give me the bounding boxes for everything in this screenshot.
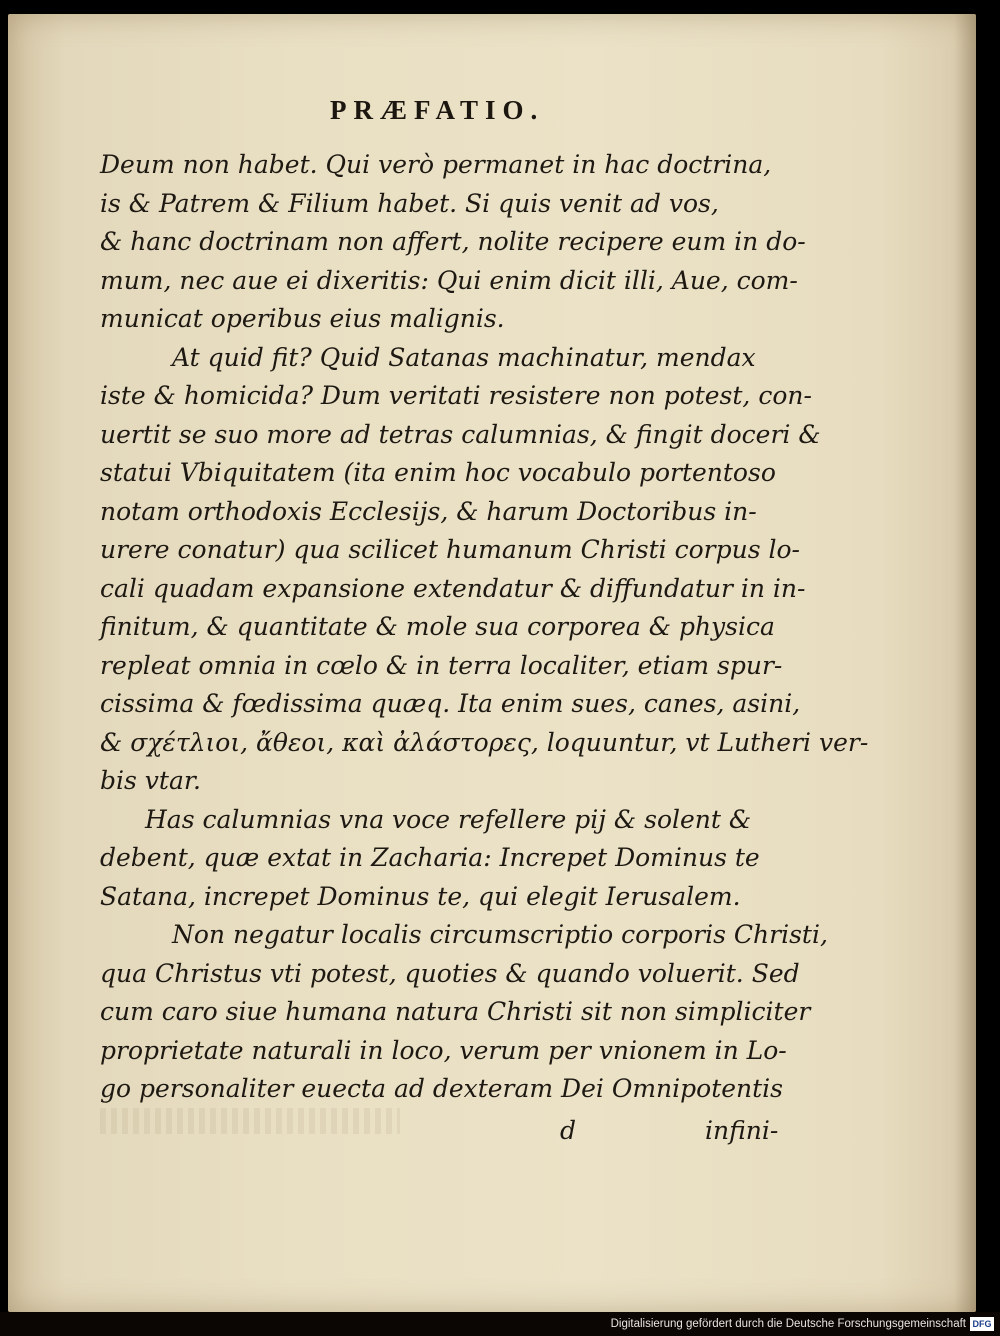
text-line: urere conatur) qua scilicet humanum Christi corpus lo- <box>100 535 800 564</box>
dfg-logo-icon: DFG <box>970 1317 994 1331</box>
text-line: mum, nec aue ei dixeritis: Qui enim dicit illi, Aue, com- <box>100 265 798 295</box>
body-text <box>100 146 869 1109</box>
text-line: qua Christus vti potest, quoties & quando voluerit. Sed <box>100 958 800 988</box>
text-line: uertit se suo more ad tetras calumnias, & fingit doceri & <box>100 419 821 449</box>
text-line: is & Patrem & Filium habet. Si quis venit ad vos, <box>100 188 719 218</box>
signature-mark: d <box>560 1116 577 1145</box>
text-line: statui Vbiquitatem (ita enim hoc vocabulo portentoso <box>100 458 776 487</box>
text-line-paragraph-start: Non negatur localis circumscriptio corporis Christi, <box>172 920 828 949</box>
funding-credit: Digitalisierung gefördert durch die Deutsche Forschungsgemeinschaft <box>610 1318 966 1330</box>
text-line: bis vtar. <box>100 766 202 795</box>
catchword: infini- <box>705 1116 779 1145</box>
text-line-paragraph-start: Has calumnias vna voce refellere pij & solent & <box>145 804 752 834</box>
running-head: PRÆFATIO. <box>330 95 545 125</box>
text-line: municat operibus eius malignis. <box>100 304 505 333</box>
text-line: iste & homicida? Dum veritati resistere non potest, con- <box>100 381 812 410</box>
text-line: Deum non habet. Qui verò permanet in hac doctrina, <box>100 150 772 179</box>
text-line: repleat omnia in cœlo & in terra localiter, etiam spur- <box>100 650 783 680</box>
text-line-paragraph-start: At quid fit? Quid Satanas machinatur, mendax <box>172 342 756 372</box>
text-line: finitum, & quantitate & mole sua corporea & physica <box>100 612 775 641</box>
text-line: cali quadam expansione extendatur & diffundatur in in- <box>100 573 806 603</box>
text-line: go personaliter euecta ad dexteram Dei Omnipotentis <box>100 1074 784 1103</box>
text-line: cissima & fœdissima quæq. Ita enim sues, canes, asini, <box>100 689 801 718</box>
page-edge-shadow <box>954 14 976 1312</box>
text-line: debent, quæ extat in Zacharia: Increpet Dominus te <box>100 843 760 872</box>
text-line: cum caro siue humana natura Christi sit non simpliciter <box>100 997 811 1026</box>
text-line: & σχέτλιοι, ἄθεοι, καὶ ἀλάστορες, loquuntur, vt Lutheri ver- <box>100 727 869 757</box>
text-line: proprietate naturali in loco, verum per vnionem in Lo- <box>100 1035 787 1065</box>
show-through-ghost-text <box>100 1108 400 1134</box>
text-line: Satana, increpet Dominus te, qui elegit Ierusalem. <box>100 881 741 911</box>
text-line: notam orthodoxis Ecclesijs, & harum Doctoribus in- <box>100 496 757 526</box>
text-line: & hanc doctrinam non affert, nolite recipere eum in do- <box>100 227 806 256</box>
